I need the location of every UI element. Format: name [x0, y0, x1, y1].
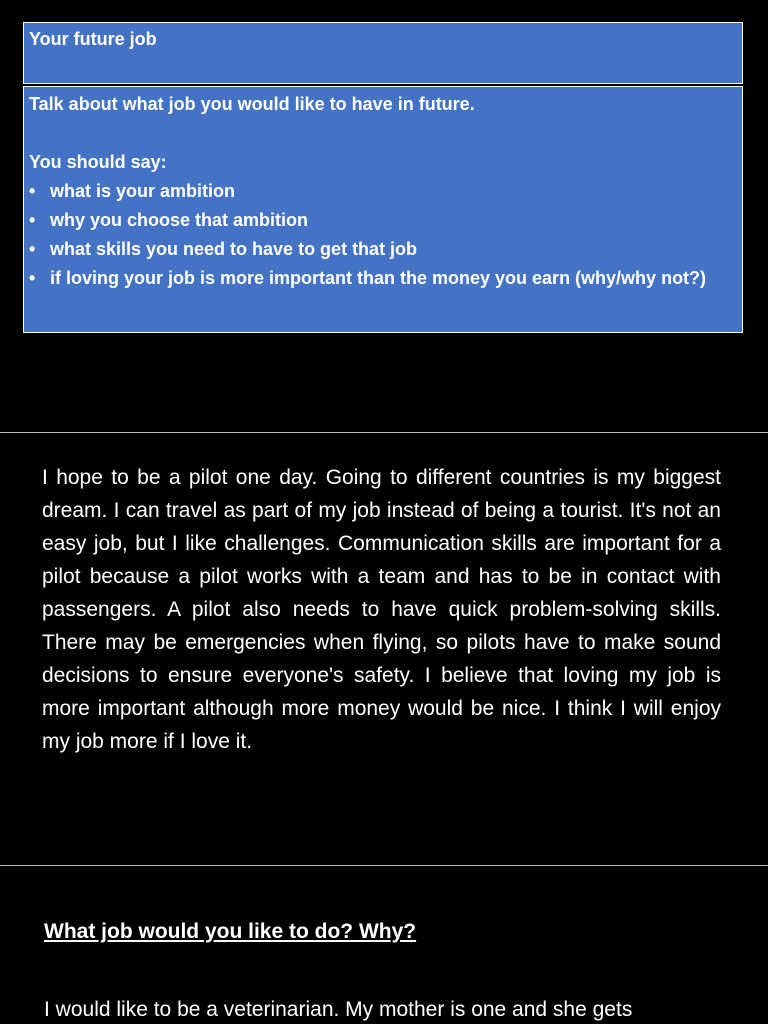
bullet-text: if loving your job is more important than the money you earn (why/why not?): [50, 268, 707, 288]
bullet-icon: •: [29, 268, 36, 288]
bullet-icon: •: [29, 210, 36, 230]
list-item: [29, 235, 737, 264]
cue-card-title: [23, 22, 743, 84]
question-heading: What job would you like to do? Why?: [44, 920, 417, 943]
question-answer-text: I would like to be a veterinarian. My mother is one and she gets: [44, 998, 633, 1021]
cue-card-bullet-list: [29, 177, 737, 293]
cue-card-prompt: Talk about what job you would like to have in future.: [29, 94, 475, 114]
slide-model-answer: [0, 433, 768, 865]
bullet-text: what skills you need to have to get that job: [50, 239, 418, 259]
bullet-text: what is your ambition: [50, 181, 236, 201]
cue-card-body: [23, 86, 743, 333]
model-answer-text: I hope to be a pilot one day. Going to different countries is my biggest dream. I can travel as part of my job instead of being a tourist. It's not an easy job, but I like challenges. Communication skills are important for a pilot because a pilot works with a team and has to be in contact with passengers. A pilot also needs to have quick problem-solving skills. There may be emergencies when flying, so pilots have to make sound decisions to ensure everyone's safety. I believe that loving my job is more important although more money would be nice. I think I will enjoy my job more if I love it.: [42, 466, 721, 753]
bullet-text: why you choose that ambition: [50, 210, 309, 230]
cue-card-should-say: You should say:: [29, 152, 167, 172]
list-item: [29, 264, 737, 293]
bullet-icon: •: [29, 181, 36, 201]
bullet-icon: •: [29, 239, 36, 259]
list-item: [29, 177, 737, 206]
slide-question: [0, 866, 768, 1024]
list-item: [29, 206, 737, 235]
cue-card-title-text: Your future job: [29, 29, 157, 49]
slide-cue-card: [0, 0, 768, 432]
